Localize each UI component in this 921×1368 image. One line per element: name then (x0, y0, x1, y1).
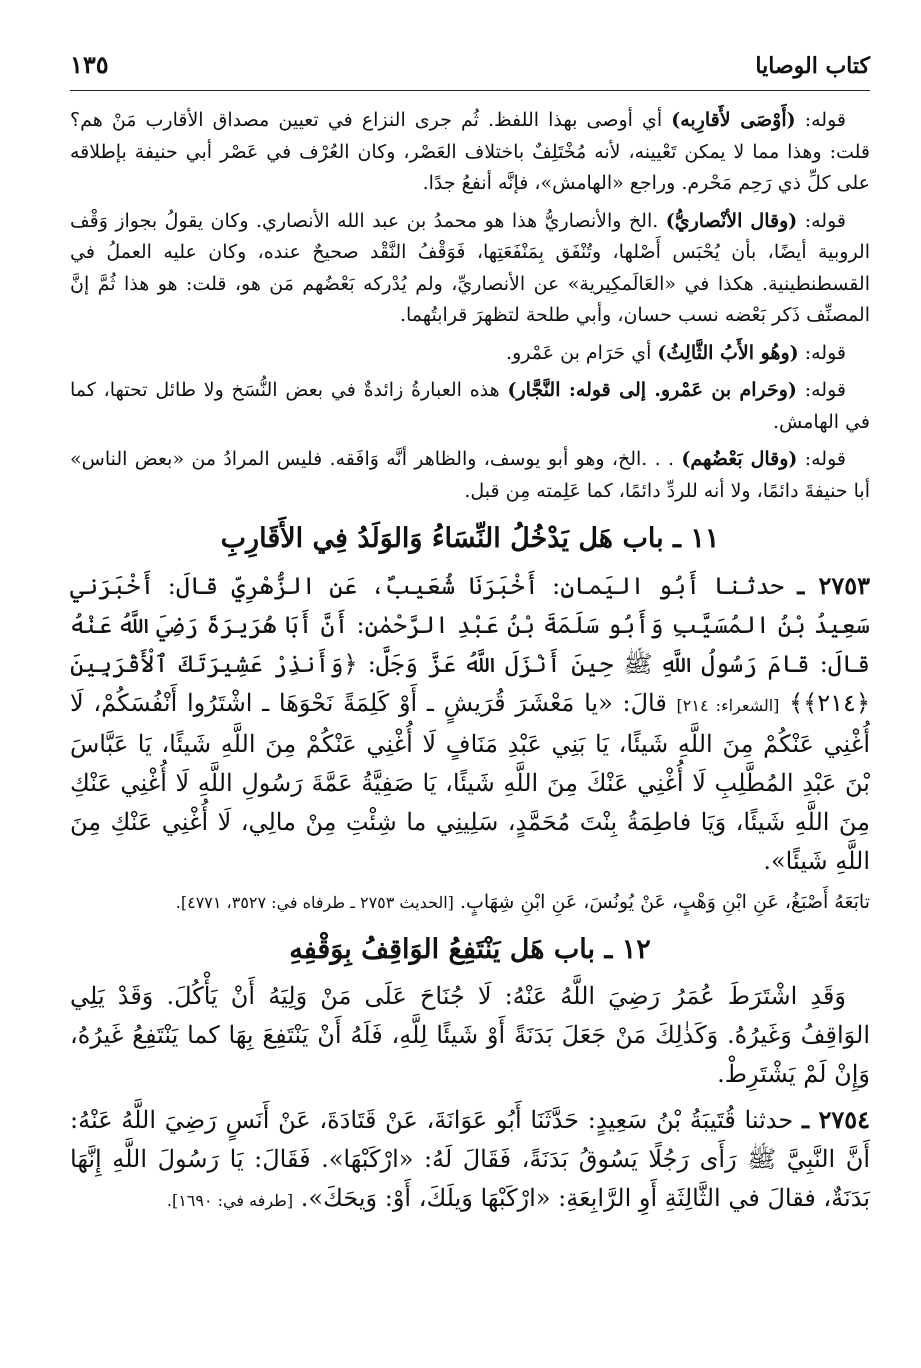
hadith-cross-reference: [طرفه في: ١٦٩٠]. (166, 1191, 294, 1210)
note-label: قوله: (804, 448, 846, 470)
hadith-number: ٢٧٥٤ ـ (801, 1105, 870, 1134)
note-text: أي أوصى بهذا اللفظ. ثُم جرى النزاع في تعيين مصداق الأقارب مَنْ هم؟ قلت: وهذا مما لا يمكن تَعْيينه، لأنه مُخْتَلِفٌ باختلاف العَصْر، وكان العُرْف في عَصْر أبي حنيفة بإطلاقه على كلِّ ذي رَحِم مَحْرم. وراجع «الهامش»، فإنَّه أنفعُ جدًا. (70, 109, 870, 194)
chapter-12-intro: وَقَدِ اشْتَرَطَ عُمَرُ رَضِيَ اللَّهُ عَنْهُ: لَا جُنَاحَ عَلَى مَنْ وَلِيَهُ أَنْ يَأْكُلَ. وَقَدْ يَلِي الوَاقِفُ وَغَيرُهُ. وَكَذٰلِكَ مَنْ جَعَلَ بَدَنَةً أَوْ شَيئًا لِلَّهِ، فَلَهُ أَنْ يَنْتَفِعَ بِهَا كما يَنْتَفِعُ غَيرُهُ، وَإِنْ لَمْ يَشْتَرِطْ. (70, 982, 870, 1088)
note-text: هذه العبارةُ زائدةٌ في بعض النُّسَخ ولا طائل تحتها، كما في الهامش. (70, 379, 870, 433)
followup-text: تابَعَهُ أَصْبَغُ، عَنِ ابْنِ وَهْبٍ، عَنْ يُونُسَ، عَنِ ابْنِ شِهَابٍ. (459, 891, 870, 913)
hadith-text: حدثنا قُتَيبَةُ بْنُ سَعِيدٍ: حَدَّثَنَا أَبُو عَوَانَةَ، عَنْ قَتَادَةَ، عَنْ أَنَسٍ رَضِيَ اللَّهُ عَنْهُ: أَنَّ النَّبِيَّ ﷺ رَأَى رَجُلًا يَسُوقُ بَدَنَةً، فَقَالَ لَهُ: «ارْكَبْهَا». فَقَالَ: يَا رَسُولَ اللَّهِ إِنَّهَا بَدَنَةٌ، فقالَ في الثَّالِثَةِ أَوِ الرَّابِعَةِ: «ارْكَبْهَا وَيلَكَ، أَوْ: وَيحَكَ». (70, 1106, 870, 1212)
note-quote: (وهُو الأَبُ الثَّالِثُ) (657, 341, 799, 364)
note-text: أي حَرَام بن عَمْرو. (506, 341, 652, 364)
hadith-number: ٢٧٥٣ ـ (797, 571, 870, 600)
hadith-cross-reference: [الحديث ٢٧٥٣ ـ طرفاه في: ٣٥٢٧، ٤٧٧١]. (175, 893, 454, 912)
note-text: . . .الخ، وهو أبو يوسف، والظاهر أنَّه وَافَقه. فليس المرادُ من «بعض الناس» أبا حنيفةَ دائمًا، ولا أنه للردِّ دائمًا، كما عَلِمته مِن قبل. (70, 448, 870, 502)
page-header (70, 50, 870, 91)
verse-reference: [الشعراء: ٢١٤] (676, 696, 780, 715)
note-quote: (أَوْصَى لأَقارِبه) (671, 109, 796, 131)
note-3 (70, 338, 870, 370)
note-label: قوله: (804, 379, 846, 401)
hadith-2753 (70, 566, 870, 881)
chapter-heading-12: ١٢ ـ باب هَل يَنْتَفِعُ الوَاقِفُ بِوَقْفِهِ (289, 934, 651, 965)
note-quote: (وقال الأنْصاريُّ) (665, 209, 798, 232)
book-title: كتاب الوصايا (755, 53, 870, 79)
page (70, 50, 870, 1226)
note-quote: (وحَرام بن عَمْرو. إلى قوله: النَّجَّار) (507, 379, 797, 401)
chapter-heading-11: ١١ ـ باب هَل يَدْخُلُ النِّسَاءُ وَالوَلَدُ فِي الأَقَارِبِ (220, 523, 720, 554)
note-4 (70, 375, 870, 438)
note-quote: (وقال بَعْضُهم) (681, 448, 798, 470)
hadith-2754 (70, 1100, 870, 1220)
note-label: قوله: (804, 209, 846, 232)
hadith-text-continued: قالَ: «يا مَعْشَرَ قُرَيشٍ ـ أَوْ كَلِمَةً نَحْوَهَا ـ اشْتَرُوا أَنْفُسَكُمْ، لَا أُغْنِي عَنْكُمْ مِنَ اللَّهِ شَيئًا، يَا بَنِي عَبْدِ مَنَافٍ لَا أُغْنِي عَنْكُمْ مِنَ اللَّهِ شَيئًا، يَا عَبَّاسَ بْنَ عَبْدِ المُطَّلِبِ لَا أُغْنِي عَنْكَ مِنَ اللَّهِ شَيئًا، يَا صَفِيَّةُ عَمَّةَ رَسُولِ اللَّهِ لَا أُغْنِي عَنْكِ مِنَ اللَّهِ شَيئًا، وَيَا فاطِمَةُ بِنْتَ مُحَمَّدٍ، سَلِينِي ما شِئْتِ مِنْ مالِي، لَا أُغْنِي عَنْكِ مِنَ اللَّهِ شَيئًا». (70, 689, 870, 875)
page-number: ١٣٥ (70, 50, 109, 79)
note-5 (70, 444, 870, 507)
hadith-text: حدثنا أَبُو اليَمانِ: أَخْبَرَنَا شُعَيبٌ، عَنِ الزُّهْرِيِّ قالَ: أَخْبَرَني سَعِيدُ بْنُ المُسَيَّبِ وَأَبُو سَلَمَةَ بْنُ عَبْدِ الرَّحْمٰنِ: أَنَّ أَبَا هُرَيرَةَ رَضِيَ اللَّهُ عَنْهُ قالَ: قامَ رَسُولُ اللَّهِ ﷺ حِينَ أَنْزَلَ اللَّهُ عَزَّ وَجَلَّ: ﴿وَأَنذِرْ عَشِيرَتَكَ ٱلْأَقْرَبِينَ ﴿٢١٤﴾﴾ (70, 572, 870, 717)
note-2 (70, 206, 870, 332)
note-label: قوله: (804, 341, 846, 364)
note-label: قوله: (804, 109, 846, 131)
note-text: .الخ والأنصاريُّ هذا هو محمدُ بن عبد الله الأنصاري. وكان يقولُ بجواز وَقْف الروبية أيضًا، بأن يُحْبَس أَصْلها، وتُنْفَق بِمَنْفَعَتِها، فَوَقْفُ النَّقْد صحيحٌ عنده، وكان عليه العملُ في القسطنطينية. هكذا في «العَالَمكِيرية» عن الأنصاريِّ، ولم يُدْركه بَعْضُهم مَن هو، قلت: هو هذا ثُمَّ إنَّ المصنِّف ذَكر بَعْضه نسب حسان، وأبي طلحة لتظهرَ قرابتُهما. (70, 209, 870, 326)
note-1 (70, 105, 870, 200)
followup-2753 (70, 887, 870, 918)
